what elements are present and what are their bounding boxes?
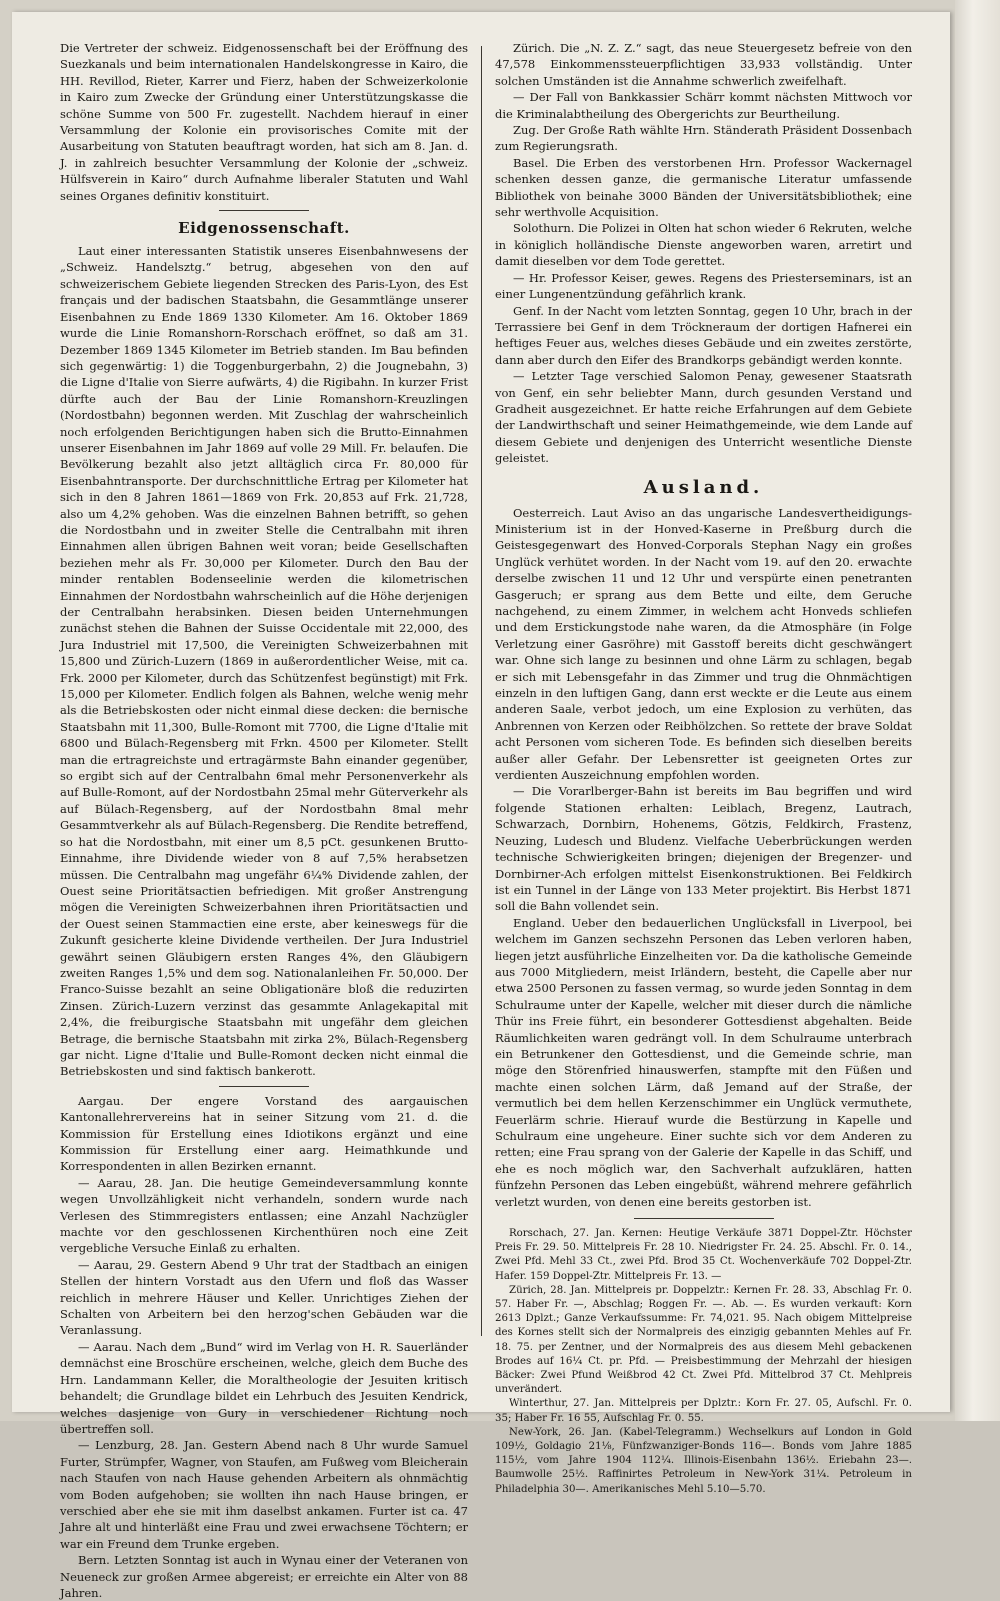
separator — [634, 1218, 774, 1219]
article-genf-2: — Letzter Tage verschied Salomon Penay, gewesener Staatsrath von Genf, ein sehr beliebter Mann, durch gesunden Verstand und Gradheit ausgezeichnet. Er hatte reiche Erfahrungen auf dem Gebiete der Landwirthschaft und seiner Heimathgemeinde, wie dem Lande auf diesem Gebiete und denjenigen des Unterricht wesentliche Dienste geleistet. — [495, 369, 912, 466]
article-zurich-1: Zürich. Die „N. Z. Z.“ sagt, das neue Steuergesetz befreie von den 47,578 Einkommenssteuerpflichtigen 33,933 vollständig. Unter solchen Umständen ist die Annahme schwerlich zweifelhaft. — [495, 41, 912, 88]
right-column — [495, 40, 912, 1497]
separator — [219, 1086, 309, 1087]
article-aarau-3: — Aarau. Nach dem „Bund“ wird im Verlag von H. R. Sauerländer demnächst eine Broschüre erscheinen, welche, gleich dem Buche des Hrn. Landammann Keller, die Moraltheologie der Jesuiten kritisch behandelt; die Grundlage bildet ein Lehrbuch des Jesuiten Kendrick, welches dasjenige von Gury in verschiedener Richtung noch übertreffen soll. — [60, 1339, 468, 1436]
article-aarau-2: — Aarau, 29. Gestern Abend 9 Uhr trat der Stadtbach an einigen Stellen der hintern Vorstadt aus den Ufern und floß das Wasser reichlich in mehrere Häuser und Keller. Unrichtiges Ziehen der Schalten von Arbeitern bei den herzog'schen Gebäuden war die Veranlassung. — [60, 1257, 468, 1338]
page-edge — [955, 0, 1000, 1421]
market-winterthur: Winterthur, 27. Jan. Mittelpreis per Dplztr.: Korn Fr. 27. 05, Aufschl. Fr. 0. 35; Haber Fr. 16 55, Aufschlag Fr. 0. 55. — [495, 1398, 912, 1424]
article-kairo: Die Vertreter der schweiz. Eidgenossenschaft bei der Eröffnung des Suezkanals und beim internationalen Handelskongresse in Kairo, die HH. Revillod, Rieter, Karrer und Fierz, haben der Schweizerkolonie in Kairo zum Zwecke der Gründung einer Unterstützungskasse die schöne Summe von 500 Fr. zugestellt. Nachdem hierauf in einer Versammlung der Kolonie ein provisorisches Comite mit der Ausarbeitung von Statuten beauftragt worden, hat sich am 8. Jan. d. J. in zahlreich besuchter Versammlung der Kolonie der „schweiz. Hülfsverein in Kairo“ durch Aufnahme liberaler Statuten und Wahl seines Organes definitiv konstituirt. — [60, 41, 468, 203]
article-zurich-2: — Der Fall von Bankkassier Schärr kommt nächsten Mittwoch vor die Kriminalabtheilung des Obergerichts zur Beurtheilung. — [495, 90, 912, 121]
market-zurich: Zürich, 28. Jan. Mittelpreis pr. Doppelztr.: Kernen Fr. 28. 33, Abschlag Fr. 0. 57. Haber Fr. —, Abschlag; Roggen Fr. —. Ab. —. Es wurden verkauft: Korn 2613 Dplzt.; Ganze Verkaufssumme: Fr. 74,021. 95. Nach obigem Mittelpreise des Kornes stellt sich der Normalpreis des einzigig gebannten Mehles auf Fr. 18. 75. per Zentner, und der Normalpreis des aus diesem Mehl gebackenen Brodes auf 16¼ Ct. pr. Pfd. — Preisbestimmung der Mehrzahl der hiesigen Bäcker: Zwei Pfund Weißbrod 42 Ct. Zwei Pfd. Mittelbrod 37 Ct. Mehlpreis unverändert. — [495, 1284, 912, 1396]
section-heading-ausland: Ausland. — [643, 476, 764, 498]
article-genf-1: Genf. In der Nacht vom letzten Sonntag, gegen 10 Uhr, brach in der Terrassiere bei Genf in dem Tröckneraum der dortigen Hafnerei ein heftiges Feuer aus, welches dieses Gebäude und ein zweites zerstörte, dann aber durch den Eifer des Brandkorps gebändigt werden konnte. — [495, 303, 912, 367]
article-eisenbahn-statistik: Laut einer interessanten Statistik unseres Eisenbahnwesens der „Schweiz. Handelsztg.“ betrug, abgesehen von den auf schweizerischem Gebiete liegenden Strecken des Paris-Lyon, des Est français und der badischen Staatsbahn, die Gesammtlänge unserer Eisenbahnen zu Ende 1869 1330 Kilometer. Am 16. Oktober 1869 wurde die Linie Romanshorn-Rorschach eröffnet, so daß am 31. Dezember 1869 1345 Kilometer im Betrieb standen. Im Bau befinden sich gegenwärtig: 1) die Toggenburgerbahn, 2) die Jougnebahn, 3) die Ligne d'Italie von Sierre aufwärts, 4) die Rigibahn. In kurzer Frist dürfte auch der Bau der Linie Romanshorn-Kreuzlingen (Nordostbahn) begonnen werden. Mit Zuschlag der wahrscheinlich noch erfolgenden Berichtigungen haben sich die Brutto-Einnahmen unserer Eisenbahnen im Jahr 1869 auf volle 29 Mill. Fr. belaufen. Die Bevölkerung bezahlt also jetzt alltäglich circa Fr. 80,000 für Eisenbahntransporte. Der durchschnittliche Ertrag per Kilometer hat sich in den 8 Jahren 1861—1869 von Frk. 20,853 auf Frk. 21,728, also um 4,2% gehoben. Was die einzelnen Bahnen betrifft, so gehen die Nordostbahn und in zweiter Stelle die Centralbahn mit ihren Einnahmen allen übrigen Bahnen weit voran; beide Gesellschaften beziehen mehr als Fr. 30,000 per Kilometer. Durch den Bau der minder rentablen Bodenseelinie werden die kilometrischen Einnahmen der Nordostbahn wahrscheinlich auf die Höhe derjenigen der Centralbahn herabsinken. Diesen beiden Unternehmungen zunächst stehen die Bahnen der Suisse Occidentale mit 22,000, des Jura Industriel mit 17,500, die Vereinigten Schweizerbahnen mit 15,800 und Zürich-Luzern (1869 in außerordentlicher Weise, mit ca. Frk. 2000 per Kilometer, durch das Schützenfest begünstigt) mit Frk. 15,000 per Kilometer. Endlich folgen als Bahnen, welche wenig mehr als die Betriebskosten oder nicht einmal diese decken: die bernische Staatsbahn mit 11,300, Bulle-Romont mit 7700, die Ligne d'Italie mit 6800 und Bülach-Regensberg mit Frkn. 4500 per Kilometer. Stellt man die ertragreichste und ertragärmste Bahn einander gegenüber, so ergibt sich auf der Centralbahn 6mal mehr Personenverkehr als auf Bulle-Romont, auf der Nordostbahn 25mal mehr Güterverkehr als auf Bülach-Regensberg, auf der Nordostbahn 8mal mehr Gesammtverkehr als auf Bülach-Regensberg. Die Rendite betreffend, so hat die Nordostbahn, mit einer um 8,5 pCt. gesunkenen Brutto-Einnahme, ihre Dividende wieder von 8 auf 7,5% herabsetzen müssen. Die Centralbahn mag ungefähr 6¼% Dividende zahlen, der Ouest seine Prioritätsactien befriedigen. Mit großer Anstrengung mögen die Vereinigten Schweizerbahnen ihren Prioritätsactien und der Ouest seinen Stammactien eine erste, aber keineswegs für die Zukunft gesicherte kleine Dividende vertheilen. Der Jura Industriel gewährt seinen Gläubigern ersten Ranges 4%, den Gläubigern zweiten Ranges 1,5% und dem sog. Nationalanleihen Fr. 50,000. Der Franco-Suisse bezahlt an seine Obligationäre bloß die reduzirten Zinsen. Zürich-Luzern verzinst das gesammte Anlagekapital mit 2,4%, die freiburgische Staatsbahn mit ungefähr dem gleichen Betrage, die bernische Staatsbahn mit zirka 2%, Bülach-Regensberg gar nicht. Ligne d'Italie und Bulle-Romont decken nicht einmal die Betriebskosten und sind faktisch bankerott. — [60, 244, 468, 1079]
market-reports — [495, 1227, 912, 1497]
article-vorarlberg: — Die Vorarlberger-Bahn ist bereits im Bau begriffen und wird folgende Stationen erhalten: Leiblach, Bregenz, Lautrach, Schwarzach, Dornbirn, Hohenems, Götzis, Feldkirch, Frastenz, Neuzing, Ludesch und Bludenz. Vielfache Ueberbrückungen werden technische Schwierigkeiten bringen; diejenigen der Bregenzer- und Dornbirner-Ach erfolgen mittelst Eisenkonstruktionen. Bei Feldkirch ist ein Tunnel in der Länge von 133 Meter projektirt. Bis Herbst 1871 soll die Bahn vollendet sein. — [495, 784, 912, 914]
article-oesterreich: Oesterreich. Laut Aviso an das ungarische Landesvertheidigungs-Ministerium ist in der Honved-Kaserne in Preßburg durch die Geistesgegenwart des Honved-Corporals Stephan Nagy ein großes Unglück verhütet worden. In der Nacht vom 19. auf den 20. erwachte derselbe zwischen 11 und 12 Uhr und verspürte einen penetranten Gasgeruch; er sprang aus dem Bette und eilte, dem Geruche nachgehend, zu einem Zimmer, in welchem acht Honveds schliefen und dem Erstickungstode nahe waren, da die Atmosphäre (in Folge Verletzung einer Gasröhre) mit Gasstoff bereits dicht geschwängert war. Ohne sich lange zu besinnen und ohne Lärm zu schlagen, begab er sich mit Lebensgefahr in das Zimmer und trug die Ohnmächtigen einzeln in den luftigen Gang, dann erst weckte er die Leute aus einem anderen Saale, verbot jedoch, um eine Explosion zu verhüten, das Anbrennen von Kerzen oder Reibhölzchen. So rettete der brave Soldat acht Personen vom sicheren Tode. Es befinden sich dieselben bereits außer aller Gefahr. Der Lebensretter ist geeigneten Ortes zur verdienten Auszeichnung empfohlen worden. — [495, 505, 912, 783]
article-zug: Zug. Der Große Rath wählte Hrn. Ständerath Präsident Dossenbach zum Regierungsrath. — [495, 123, 912, 154]
market-newyork: New-York, 26. Jan. (Kabel-Telegramm.) Wechselkurs auf London in Gold 109½, Goldagio 21⅛, Fünfzwanziger-Bonds 116—. Bonds vom Jahre 1885 115½, vom Jahre 1904 112¼. Illinois-Eisenbahn 136½. Eriebahn 23—. Baumwolle 25½. Raffinirtes Petroleum in New-York 31¼. Petroleum in Philadelphia 30—. Amerikanisches Mehl 5.10—5.70. — [495, 1426, 912, 1495]
column-divider — [481, 46, 482, 1336]
article-aarau-1: — Aarau, 28. Jan. Die heutige Gemeindeversammlung konnte wegen Unvollzähligkeit nicht verhandeln, sondern wurde nach Verlesen des Stimmregisters entlassen; eine Anzahl Nachzügler machte vor den geschlossenen Kirchenthüren noch eine Zeit vergebliche Versuche Einlaß zu erhalten. — [60, 1175, 468, 1256]
separator — [219, 210, 309, 211]
article-basel: Basel. Die Erben des verstorbenen Hrn. Professor Wackernagel schenken dessen ganze, die germanische Literatur umfassende Bibliothek von beinahe 3000 Bänden der Universitätsbibliothek; eine sehr werthvolle Acquisition. — [495, 155, 912, 220]
article-aargau: Aargau. Der engere Vorstand des aargauischen Kantonallehrervereins hat in seiner Sitzung vom 21. d. die Kommission für Erstellung eines Idiotikons ergänzt und eine Kommission für Erstellung einer aarg. Heimathkunde und Korrespondenten in allen Bezirken ernannt. — [60, 1093, 468, 1174]
article-bern: Bern. Letzten Sonntag ist auch in Wynau einer der Veteranen von Neueneck zur großen Armee abgereist; er erreichte ein Alter von 88 Jahren. — [60, 1553, 468, 1600]
market-rorschach: Rorschach, 27. Jan. Kernen: Heutige Verkäufe 3871 Doppel-Ztr. Höchster Preis Fr. 29. 50. Mittelpreis Fr. 28 10. Niedrigster Fr. 24. 25. Abschl. Fr. 0. 14., Zwei Pfd. Mehl 33 Ct., zwei Pfd. Brod 35 Ct. Wochenverkäufe 702 Doppel-Ztr. Hafer. 159 Doppel-Ztr. Mittelpreis Fr. 13. — — [495, 1228, 912, 1282]
article-solothurn-2: — Hr. Professor Keiser, gewes. Regens des Priesterseminars, ist an einer Lungenentzündung gefährlich krank. — [495, 270, 912, 302]
article-lenzburg: — Lenzburg, 28. Jan. Gestern Abend nach 8 Uhr wurde Samuel Furter, Strümpfer, Wagner, von Staufen, am Fußweg vom Bleicherain nach Staufen von nach Hause gehenden Arbeitern als ohnmächtig vom Boden aufgehoben; sie wollten ihn nach Hause bringen, er verschied aber ehe sie mit ihm daselbst ankamen. Furter ist ca. 47 Jahre alt und hinterläßt eine Frau und zwei erwachsene Töchtern; er war ein Freund dem Trunke ergeben. — [60, 1438, 468, 1551]
article-england: England. Ueber den bedauerlichen Unglücksfall in Liverpool, bei welchem im Ganzen sechszehn Personen das Leben verloren haben, liegen jetzt ausführliche Einzelheiten vor. Da die katholische Gemeinde aus 7000 Mitgliedern, meist Irländern, besteht, die Capelle aber nur etwa 2500 Personen zu fassen vermag, so wurde jeden Sonntag in dem Schulraume unter der Kapelle, welcher mit dieser durch die nämliche Thür ins Freie führt, ein besonderer Gottesdienst abgehalten. Beide Räumlichkeiten waren gedrängt voll. In dem Schulraume unterbrach ein Betrunkener den Gottesdienst, und die Gemeinde schrie, man möge den Störenfried hinauswerfen, stampfte mit den Füßen und machte einen solchen Lärm, daß Jemand auf der Straße, der vermutlich bei dem hellen Kerzenschimmer ein Unglück vermuthete, Feuerlärm schrie. Hierauf wurde die Bestürzung in Kapelle und Schulraum eine ungeheure. Einer suchte sich vor dem Anderen zu retten; eine Frau sprang von der Galerie der Kapelle in das Schiff, und ehe es noch möglich war, den Sachverhalt aufzuklären, hatten fünfzehn Personen das Leben eingebüßt, während mehrere gefährlich verletzt wurden, von denen eine bereits gestorben ist. — [495, 915, 913, 1209]
article-solothurn-1: Solothurn. Die Polizei in Olten hat schon wieder 6 Rekruten, welche in königlich holländische Dienste angeworben waren, arretirt und damit dieselben vor dem Tode gerettet. — [495, 221, 912, 269]
section-heading-eidgenossenschaft: Eidgenossenschaft. — [178, 219, 350, 238]
left-column — [60, 40, 468, 1601]
